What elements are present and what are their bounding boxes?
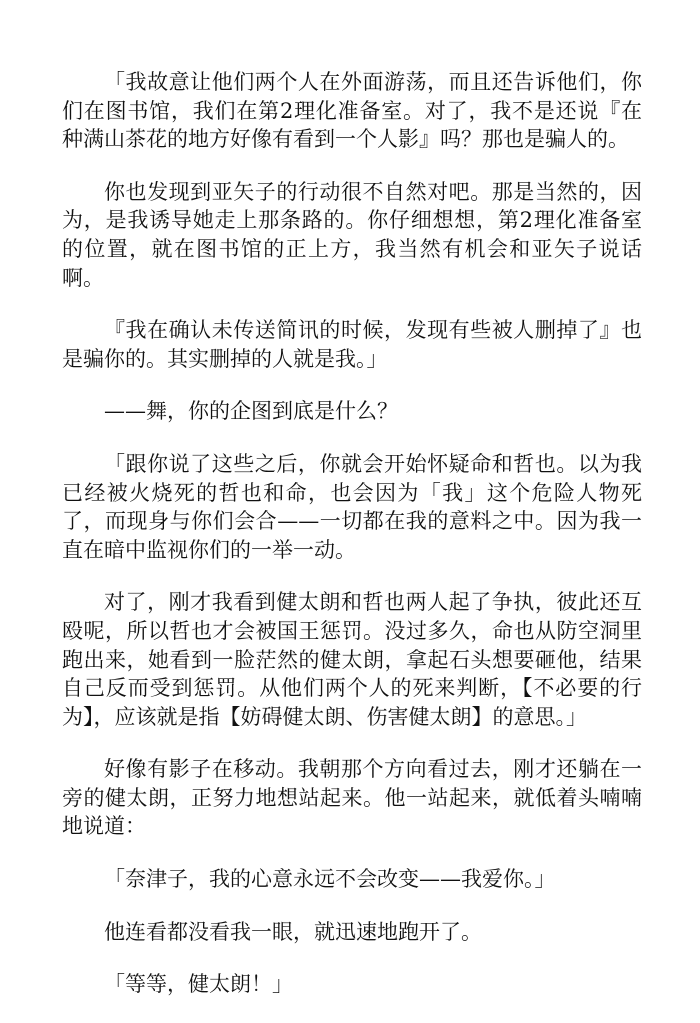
paragraph: 「我故意让他们两个人在外面游荡，而且还告诉他们，你们在图书馆，我们在第2理化准备室。对了，我不是还说『在种满山茶花的地方好像有看到一个人影』吗？那也是骗人的。 [62, 70, 642, 152]
paragraph: 「跟你说了这些之后，你就会开始怀疑命和哲也。以为我已经被火烧死的哲也和命，也会因为「我」这个危险人物死了，而现身与你们会合——一切都在我的意料之中。因为我一直在暗中监视你们的一举一动。 [62, 451, 642, 562]
novel-page [62, 68, 642, 1023]
paragraph: 他连看都没看我一眼，就迅速地跑开了。 [104, 919, 482, 944]
paragraph: ——舞，你的企图到底是什么？ [104, 399, 398, 424]
paragraph: 『我在确认未传送简讯的时候，发现有些被人删掉了』也是骗你的。其实删掉的人就是我。」 [62, 318, 642, 371]
paragraph: 好像有影子在移动。我朝那个方向看过去，刚才还躺在一旁的健太朗，正努力地想站起来。他一站起来，就低着头喃喃地说道： [62, 757, 642, 839]
paragraph: 「等等，健太朗！」 [104, 972, 293, 997]
paragraph: 「奈津子，我的心意永远不会改变——我爱你。」 [104, 867, 556, 892]
paragraph: 对了，刚才我看到健太朗和哲也两人起了争执，彼此还互殴呢，所以哲也才会被国王惩罚。没过多久，命也从防空洞里跑出来，她看到一脸茫然的健太朗，拿起石头想要砸他，结果自己反而受到惩罚。从他们两个人的死来判断，【不必要的行为】，应该就是指【妨碍健太朗、伤害健太朗】的意思。」 [62, 590, 642, 729]
paragraph: 你也发现到亚矢子的行动很不自然对吧。那是当然的，因为，是我诱导她走上那条路的。你仔细想想，第2理化准备室的位置，就在图书馆的正上方，我当然有机会和亚矢子说话啊。 [62, 179, 642, 290]
